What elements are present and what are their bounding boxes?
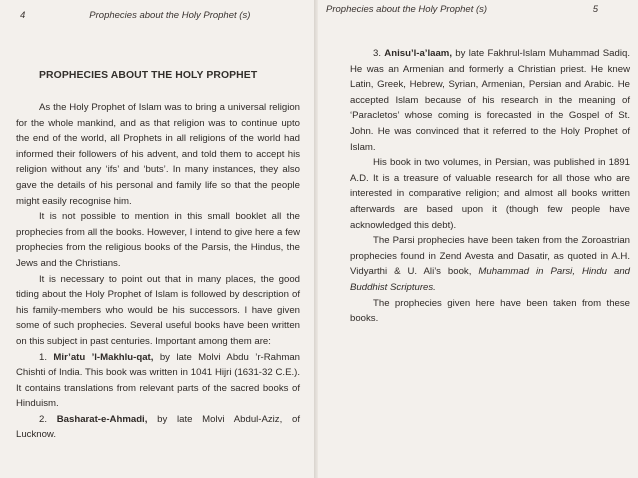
paragraph-closing: The prophecies given here have been taken from these books. bbox=[350, 297, 630, 325]
cited-book-title: Muhammad in Parsi, Hindu and Buddhist Scriptures. bbox=[350, 266, 630, 293]
chapter-heading: PROPHECIES ABOUT THE HOLY PROPHET bbox=[39, 70, 258, 81]
page-number-right: 5 bbox=[592, 4, 598, 15]
item-description: by late Molvi Abdul-Aziz, of Lucknow. bbox=[16, 413, 300, 441]
paragraph-parsi-sources bbox=[350, 233, 630, 295]
right-page bbox=[318, 0, 638, 478]
parsi-sources-text: The Parsi prophecies have been taken from the Zoroastrian prophecies found in Zend Avesta and Dasatir, as quoted in A.H. Vidyarthi & U. Ali’s book, bbox=[350, 235, 630, 278]
running-head-title-right: Prophecies about the Holy Prophet (s) bbox=[326, 4, 488, 15]
left-page bbox=[0, 0, 314, 478]
item-description: by late Molvi Abdu ’r-Rahman Chishti of India. This book was written in 1041 Hijri (1631-32 C.E.). It contains translations from relevant parts of the sacred books of Hinduism. bbox=[16, 351, 300, 410]
item-number: 1. bbox=[39, 351, 48, 363]
paragraph-publication: His book in two volumes, in Persian, was published in 1891 A.D. It is a treasure of valuable research for all those who are interested in comparative religion; and almost all books written afterwards are based upon it (though few people have acknowledged this debt). bbox=[350, 157, 630, 231]
item-description: by late Fakhrul-Islam Muhammad Sadiq. He was an Armenian and formerly a Christian priest. He knew Latin, Greek, Hebrew, Syrian, Armenian, Persian and Arabic. He accepted Islam because of his research in the meaning of ‘Paracletos’ whose coming is forecasted in the Gospel of St. John. He was convinced that it referred to the Holy Prophet of Islam. bbox=[350, 48, 630, 153]
book-list-item-2 bbox=[16, 412, 300, 443]
book-title: Anisu’l-a’laam, bbox=[384, 48, 453, 59]
page-number-left: 4 bbox=[20, 10, 26, 21]
book-title: Basharat-e-Ahmadi, bbox=[56, 413, 148, 425]
paragraph-intro: As the Holy Prophet of Islam was to bring a universal religion for the whole mankind, and as that religion was to continue upto the end of the world, all Prophets in all religions of the world had informed their followers of his advent, and told them to accept his religion without any ‘ifs’ and ‘buts’. In many instances, they also gave the details of his personal and family life so that the people might easily recognise him. bbox=[16, 102, 300, 207]
book-list-item-3 bbox=[350, 46, 630, 155]
book-list-item-1 bbox=[16, 350, 300, 412]
paragraph-successors: It is necessary to point out that in many places, the good tiding about the Holy Prophet of Islam is followed by description of his family-members who would be his successors. I have given some of such prophecies. Several useful books have been written on this subject in past centuries. Important among them are: bbox=[16, 273, 300, 347]
book-title: Mir’atu ’l-Makhlu-qat, bbox=[53, 351, 154, 363]
running-head-title-left: Prophecies about the Holy Prophet (s) bbox=[89, 10, 251, 21]
item-number: 2. bbox=[39, 413, 48, 425]
paragraph-scope: It is not possible to mention in this small booklet all the prophecies from all the books. However, I intend to give here a few prophecies from the religious books of the Parsis, the Hindus, the Jews and the Christians. bbox=[16, 211, 300, 269]
running-header-right bbox=[326, 4, 630, 18]
running-header-left bbox=[16, 10, 300, 24]
item-number: 3. bbox=[373, 48, 382, 59]
